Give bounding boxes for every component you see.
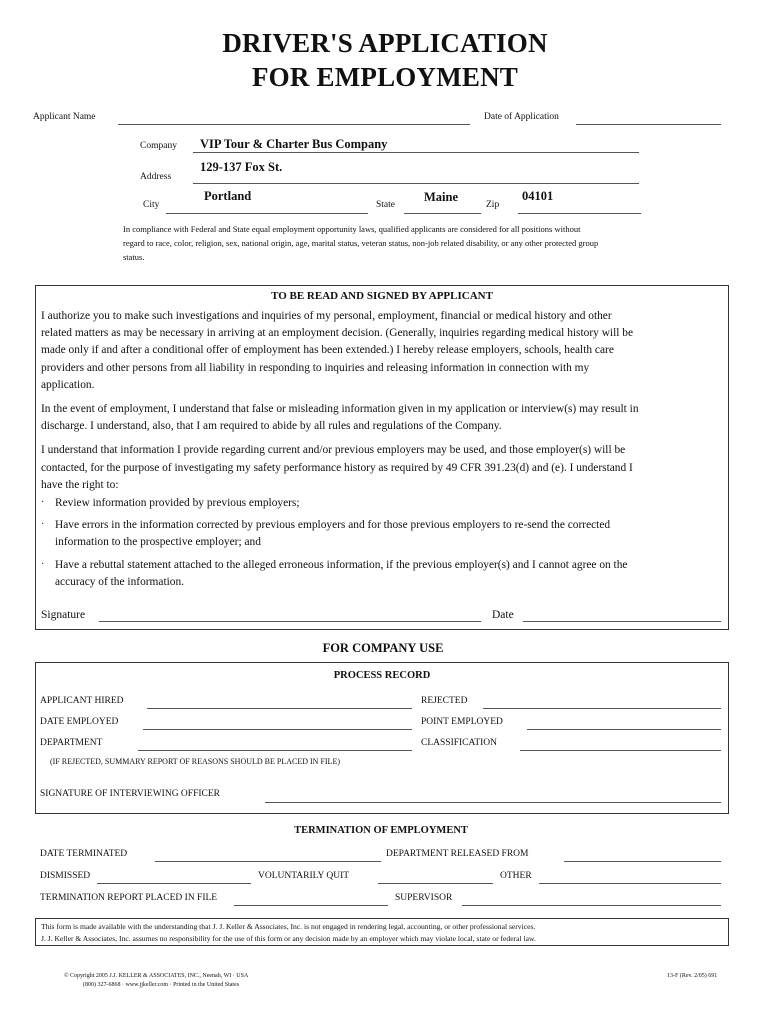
signature-officer-field[interactable] [265,802,721,803]
authorization-paragraph-3: I understand that information I provide regarding current and/or previous employers may be used, and those employer(s) will be contacted, for the purpose of investigating my safety performance history as required by 49 CFR 391.23(d) and (e). I understand I have the right to: [41,444,633,491]
bullet-item: · Review information provided by previous employers; [41,495,643,512]
department-released-label: DEPARTMENT RELEASED FROM [386,849,529,859]
if-rejected-note: (IF REJECTED, SUMMARY REPORT OF REASONS SHOULD BE PLACED IN FILE) [50,757,340,766]
applicant-name-field[interactable] [118,124,470,125]
company-value: VIP Tour & Charter Bus Company [200,137,388,151]
city-label: City [143,200,160,210]
disclaimer-text [41,921,536,944]
signature-date-label: Date [492,609,514,621]
classification-field[interactable] [520,750,721,751]
copyright-text: © Copyright 2005 J.J. KELLER & ASSOCIATES, INC., Neenah, WI · USA [64,973,249,979]
date-terminated-field[interactable] [155,861,381,862]
authorization-heading: TO BE READ AND SIGNED BY APPLICANT [271,290,493,302]
classification-label: CLASSIFICATION [421,738,498,748]
department-label: DEPARTMENT [40,738,103,748]
address-value: 129-137 Fox St. [200,160,283,174]
form-title-line1: DRIVER'S APPLICATION [222,28,548,58]
point-employed-label: POINT EMPLOYED [421,717,503,727]
bullet-icon: · [41,519,45,531]
bullet-icon: · [41,558,45,570]
rejected-field[interactable] [483,708,721,709]
signature-date-field[interactable] [523,621,721,622]
disclaimer-line-2: J. J. Keller & Associates, Inc. assumes no responsibility for the use of this form or any decision made by an employer which may violate local, state or federal law. [41,933,536,943]
form-title-line2: FOR EMPLOYMENT [251,62,519,92]
company-label: Company [140,141,177,151]
department-field[interactable] [138,750,412,751]
address-label: Address [140,172,172,182]
signature-label: Signature [41,609,86,621]
authorization-paragraph-1: I authorize you to make such investigations and inquiries of my personal, employment, financial or medical history and other related matters as may be necessary in arriving at an employment decision. (Generally, inquiries regarding medical history will be made only if and after a conditional offer of employment has been extended.) I hereby release employers, schools, health care providers and other persons from all liability in responding to inquiries and releasing information in connection with my application. [41,310,634,391]
date-terminated-label: DATE TERMINATED [40,849,128,859]
contact-text: (800) 327-6868 · www.jjkeller.com · Printed in the United States [83,982,240,988]
bullet-icon: · [41,497,45,509]
termination-report-field[interactable] [234,905,388,906]
department-released-field[interactable] [564,861,721,862]
state-field[interactable] [404,213,481,214]
dismissed-label: DISMISSED [40,871,91,881]
authorization-paragraph-2: In the event of employment, I understand that false or misleading information given in my application or interview(s) may result in discharge. I understand, also, that I am required to abide by all rules and regulations of the Company. [41,403,639,433]
zip-value: 04101 [522,189,554,203]
point-employed-field[interactable] [527,729,721,730]
zip-field[interactable] [518,213,641,214]
dismissed-field[interactable] [97,883,251,884]
other-label: OTHER [500,871,532,881]
disclaimer-line-1: This form is made available with the understanding that J. J. Keller & Associates, Inc. is not engaged in rendering legal, accounting, or other professional services. [41,922,536,931]
applicant-hired-field[interactable] [147,708,412,709]
city-field[interactable] [166,213,368,214]
date-employed-field[interactable] [143,729,412,730]
signature-officer-label: SIGNATURE OF INTERVIEWING OFFICER [40,789,220,799]
signature-field[interactable] [99,621,481,622]
rejected-label: REJECTED [421,696,468,706]
bullet-item: · Have a rebuttal statement attached to the alleged erroneous information, if the previous employer(s) and I cannot agree on the accuracy of the information. [41,557,643,591]
date-of-application-label: Date of Application [484,112,559,122]
termination-report-label: TERMINATION REPORT PLACED IN FILE [40,893,218,903]
compliance-statement: In compliance with Federal and State equal employment opportunity laws, qualified applicants are considered for all positions without regard to race, color, religion, sex, national origin, age, marital status, veteran status, non-job related disability, or any other protected group status. [123,224,599,262]
applicant-name-label: Applicant Name [33,112,96,122]
applicant-hired-label: APPLICANT HIRED [40,696,124,706]
date-of-application-field[interactable] [576,124,721,125]
company-field[interactable] [193,152,639,153]
date-employed-label: DATE EMPLOYED [40,717,119,727]
address-field[interactable] [193,183,639,184]
supervisor-field[interactable] [462,905,721,906]
city-value: Portland [204,189,252,203]
process-record-heading: PROCESS RECORD [333,670,431,681]
state-label: State [376,200,395,210]
zip-label: Zip [486,200,500,210]
bullet-item: · Have errors in the information corrected by previous employers and for those previous employers to re-send the corrected information to the prospective employer; and [41,517,643,551]
voluntarily-quit-field[interactable] [378,883,493,884]
supervisor-label: SUPERVISOR [395,893,453,903]
company-use-heading: FOR COMPANY USE [322,641,444,655]
other-field[interactable] [539,883,721,884]
form-number: 13-F (Rev. 2/05) 691 [667,973,718,979]
authorization-text [41,308,643,591]
state-value: Maine [424,190,459,204]
voluntarily-quit-label: VOLUNTARILY QUIT [258,871,350,881]
termination-heading: TERMINATION OF EMPLOYMENT [294,825,468,836]
